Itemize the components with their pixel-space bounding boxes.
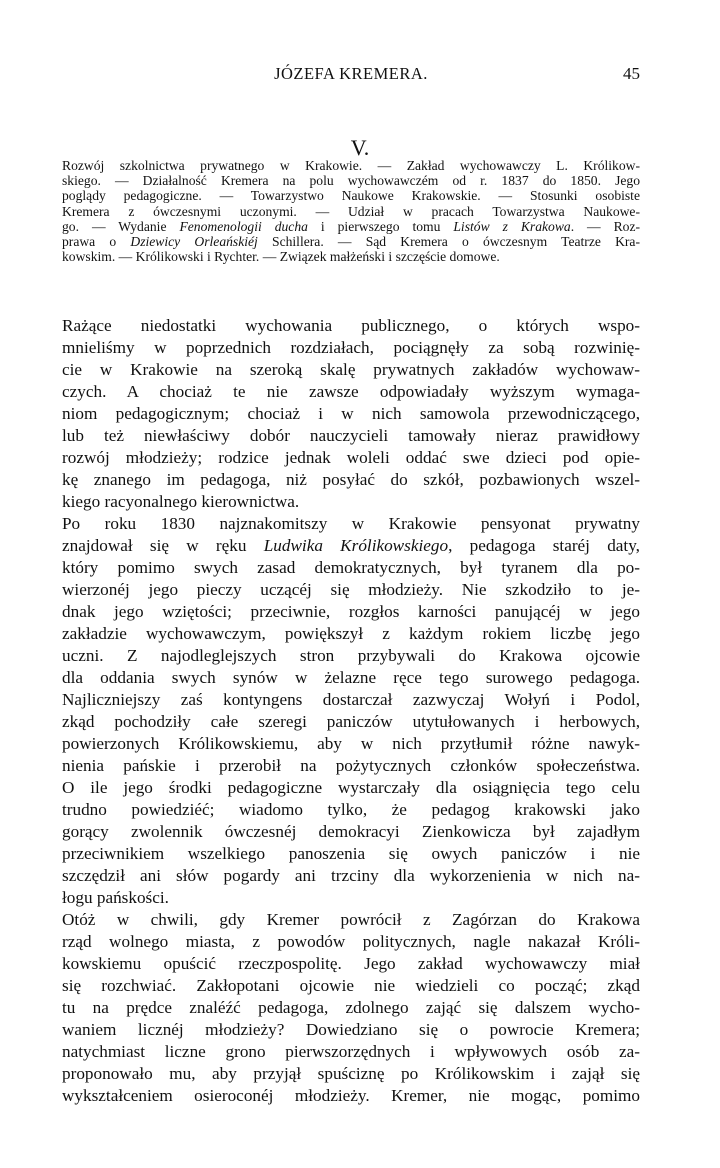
body-line: łogu pańskości.: [62, 888, 169, 907]
summary-line: prawa o Dziewicy Orleańskiéj Schillera. — Sąd Kremera o ówczesnym Teatrze Kra-: [62, 233, 640, 249]
body-line: wykształceniem osieroconéj młodzieży. Kremer, nie mogąc, pomimo: [62, 1086, 640, 1105]
body-line: zakładzie wychowawczym, powiększył z każdym rokiem liczbę jego: [62, 624, 640, 643]
body-line: niom pedagogicznym; chociaż i w nich samowola przewodniczącego,: [62, 404, 640, 423]
running-title: JÓZEFA KREMERA.: [274, 64, 428, 83]
body-text: [62, 315, 640, 1107]
body-line: Rażące niedostatki wychowania publicznego, o których wspo-: [62, 316, 640, 335]
body-line: się rozchwiać. Zakłopotani ojcowie nie wiedzieli co począć; zkąd: [62, 976, 640, 995]
body-line: nienia pańskie i przerobił na pożytycznych członków społeczeństwa.: [62, 756, 640, 775]
summary-line: Kremera z ówczesnymi uczonymi. — Udział w pracach Towarzystwa Naukowe-: [62, 203, 640, 219]
body-line: wierzonéj jego pieczy uczącéj się młodzieży. Nie szkodziło to je-: [62, 580, 640, 599]
body-line: tu na prędce znaléźć pedagoga, zdolnego zająć się dalszem wycho-: [62, 998, 640, 1017]
body-line: kowskiemu opuścić rzeczpospolitę. Jego zakład wychowawczy miał: [62, 954, 640, 973]
body-line: trudno powiedziéć; wiadomo tylko, że pedagog krakowski jako: [62, 800, 640, 819]
body-line: zkąd pochodziły całe szeregi paniczów utytułowanych i herbowych,: [62, 712, 640, 731]
body-line: Otóż w chwili, gdy Kremer powrócił z Zagórzan do Krakowa: [62, 910, 640, 929]
body-line: kiego racyonalnego kierownictwa.: [62, 492, 300, 511]
summary-line: skiego. — Działalność Kremera na polu wychowawczém od r. 1837 do 1850. Jego: [62, 173, 640, 189]
body-line: cie w Krakowie na szeroką skalę prywatnych zakładów wychowaw-: [62, 360, 640, 379]
body-line: rozwój młodzieży; rodzice jednak woleli oddać swe dzieci pod opie-: [62, 448, 640, 467]
body-line: szczędził ani słów pogardy ani trzciny dla wykorzenienia w nich na-: [62, 866, 640, 885]
body-line: przeciwnikiem wszelkiego panoszenia się owych paniczów i nie: [62, 844, 640, 863]
body-line: mnieliśmy w poprzednich rozdziałach, pociągnęły za sobą rozwinię-: [62, 338, 640, 357]
running-head: [62, 64, 640, 86]
chapter-number: V.: [350, 135, 370, 160]
body-line: dnak jego wziętości; przeciwnie, rozgłos karności panującéj w jego: [62, 602, 640, 621]
body-line: natychmiast liczne grono pierwszorzędnych i wpływowych osób za-: [62, 1042, 640, 1061]
body-line: dla oddania swych synów w żelazne ręce tego surowego pedagoga.: [62, 668, 640, 687]
summary-line: Rozwój szkolnictwa prywatnego w Krakowie. — Zakład wychowawczy L. Królikow-: [62, 158, 640, 173]
summary-line: kowskim. — Królikowski i Rychter. — Związek małżeński i szczęście domowe.: [62, 249, 500, 265]
summary-line: poglądy pedagogiczne. — Towarzystwo Naukowe Krakowskie. — Stosunki osobiste: [62, 188, 640, 204]
body-line: lub też niewłaściwy dobór nauczycieli tamowały nieraz prawidłowy: [62, 426, 640, 445]
body-line: O ile jego środki pedagogiczne wystarczały dla osiągnięcia tego celu: [62, 778, 640, 797]
page-number: 45: [623, 64, 640, 83]
body-line: rząd wolnego miasta, z powodów politycznych, nagle nakazał Króli-: [62, 932, 640, 951]
body-line: który pomimo swych zasad demokratycznych, był tyranem dla po-: [62, 558, 640, 577]
body-line: kę znanego im pedagoga, niż posyłać do szkół, pozbawionych wszel-: [62, 470, 640, 489]
body-line: waniem licznéj młodzieży? Dowiedziano się o powrocie Kremera;: [62, 1020, 640, 1039]
chapter-summary: [62, 158, 640, 264]
body-line: gorący zwolennik ówczesnéj demokracyi Zienkowicza był zajadłym: [62, 822, 640, 841]
body-line: powierzonych Królikowskiemu, aby w nich przytłumił różne nawyk-: [62, 734, 640, 753]
summary-line: go. — Wydanie Fenomenologii ducha i pierwszego tomu Listów z Krakowa. — Roz-: [62, 218, 641, 234]
body-line: czych. A chociaż te nie zawsze odpowiadały wyższym wymaga-: [62, 382, 640, 401]
body-line: proponowało mu, aby przyjął spuściznę po Królikowskim i zajął się: [62, 1064, 640, 1083]
body-line: uczni. Z najodleglejszych stron przybywali do Krakowa ojcowie: [62, 646, 640, 665]
body-line: Po roku 1830 najznakomitszy w Krakowie pensyonat prywatny: [62, 514, 640, 533]
body-line: znajdował się w ręku Ludwika Królikowskiego, pedagoga staréj daty,: [62, 536, 640, 555]
body-line: Najliczniejszy zaś kontyngens dostarczał zazwyczaj Wołyń i Podol,: [62, 690, 640, 709]
